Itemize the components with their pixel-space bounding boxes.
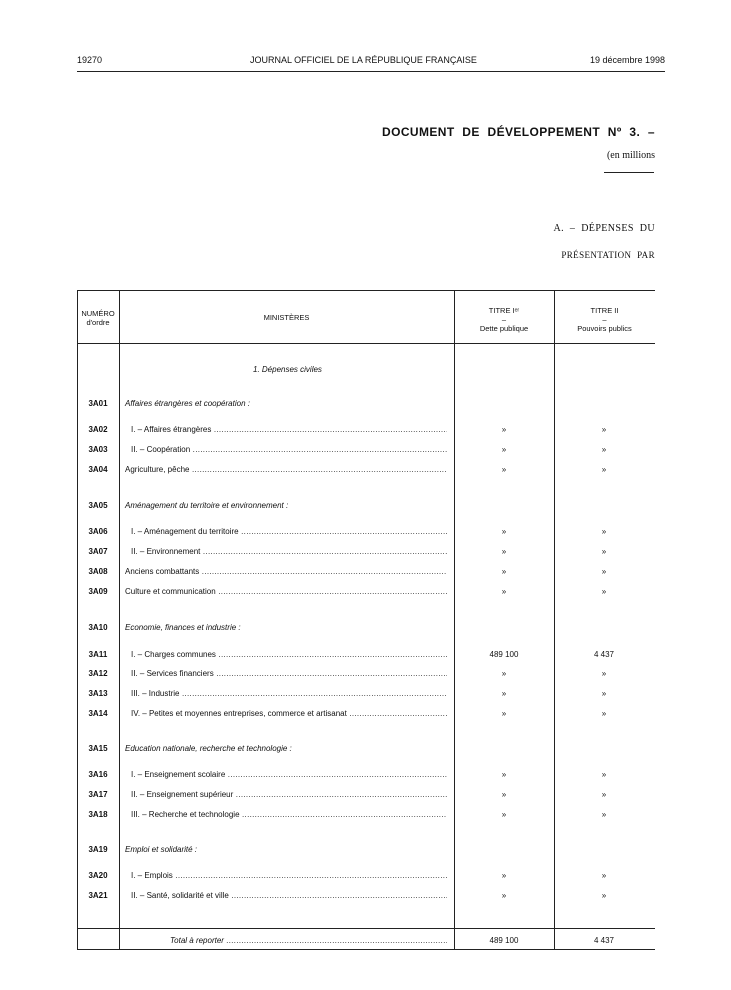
col-header-titre1: TITRE Iᵉʳ – Dette publique — [479, 306, 529, 333]
header-rule — [77, 71, 665, 72]
group-code: 3A19 — [88, 845, 108, 854]
col-header-titre2: TITRE II – Pouvoirs publics — [577, 306, 632, 333]
group-label: Education nationale, recherche et technologie : — [125, 744, 292, 753]
table-row: 3A13 III. – Industrie ..... » » — [77, 689, 655, 701]
group-label: Economie, finances et industrie : — [125, 623, 241, 632]
table-row: 3A06 I. – Aménagement du territoire ..... » » — [77, 527, 655, 539]
journal-title: JOURNAL OFFICIEL DE LA RÉPUBLIQUE FRANÇAISE — [250, 55, 477, 65]
col-divider — [454, 290, 455, 950]
table-row: 3A21 II. – Santé, solidarité et ville ..... » » — [77, 891, 655, 903]
table-row: 3A17 II. – Enseignement supérieur ..... » » — [77, 790, 655, 802]
table-row: 3A14 IV. – Petites et moyennes entreprises, commerce et artisanat ..... » » — [77, 709, 655, 721]
table-row: 3A12 II. – Services financiers ..... » » — [77, 669, 655, 681]
table-row: 3A09 Culture et communication ..... » » — [77, 587, 655, 599]
document-title: DOCUMENT DE DÉVELOPPEMENT Nº 3. – — [382, 125, 655, 139]
total-label: Total à reporter ..... — [170, 936, 447, 945]
section-civil: 1. Dépenses civiles — [253, 365, 322, 374]
group-label: Emploi et solidarité : — [125, 845, 198, 854]
header-divider — [77, 343, 655, 344]
total-divider — [77, 928, 655, 929]
table-row: 3A11 I. – Charges communes ..... 489 100 4 437 — [77, 650, 655, 662]
col-divider — [119, 290, 120, 950]
col-divider — [554, 290, 555, 950]
table-row: 3A20 I. – Emplois ..... » » — [77, 871, 655, 883]
group-code: 3A01 — [88, 399, 108, 408]
table-row: 3A04 Agriculture, pêche ..... » » — [77, 465, 655, 477]
total-row — [77, 936, 655, 948]
table-row: 3A16 I. – Enseignement scolaire ..... » » — [77, 770, 655, 782]
table-row: 3A08 Anciens combattants ..... » » — [77, 567, 655, 579]
col-header-ministeres: MINISTÈRES — [263, 313, 310, 322]
total-titre2: 4 437 — [593, 936, 615, 945]
col-header-numero: NUMÉRO d'ordre — [81, 309, 115, 327]
total-titre1: 489 100 — [489, 936, 519, 945]
unit-note: (en millions — [606, 150, 655, 161]
table-row: 3A03 II. – Coopération ..... » » — [77, 445, 655, 457]
table-row: 3A07 II. – Environnement ..... » » — [77, 547, 655, 559]
group-label: Affaires étrangères et coopération : — [125, 399, 250, 408]
section-title: A. – DÉPENSES DU — [553, 223, 655, 234]
group-code: 3A10 — [88, 623, 108, 632]
unit-rule — [604, 172, 654, 173]
table-row: 3A18 III. – Recherche et technologie ..... » » — [77, 810, 655, 822]
publication-date: 19 décembre 1998 — [589, 55, 665, 65]
group-code: 3A15 — [88, 744, 108, 753]
table-row: 3A02 I. – Affaires étrangères ..... » » — [77, 425, 655, 437]
group-label: Aménagement du territoire et environnement : — [125, 501, 289, 510]
group-code: 3A05 — [88, 501, 108, 510]
page-number: 19270 — [77, 55, 103, 65]
subsection-title: PRÉSENTATION PAR — [561, 250, 655, 260]
